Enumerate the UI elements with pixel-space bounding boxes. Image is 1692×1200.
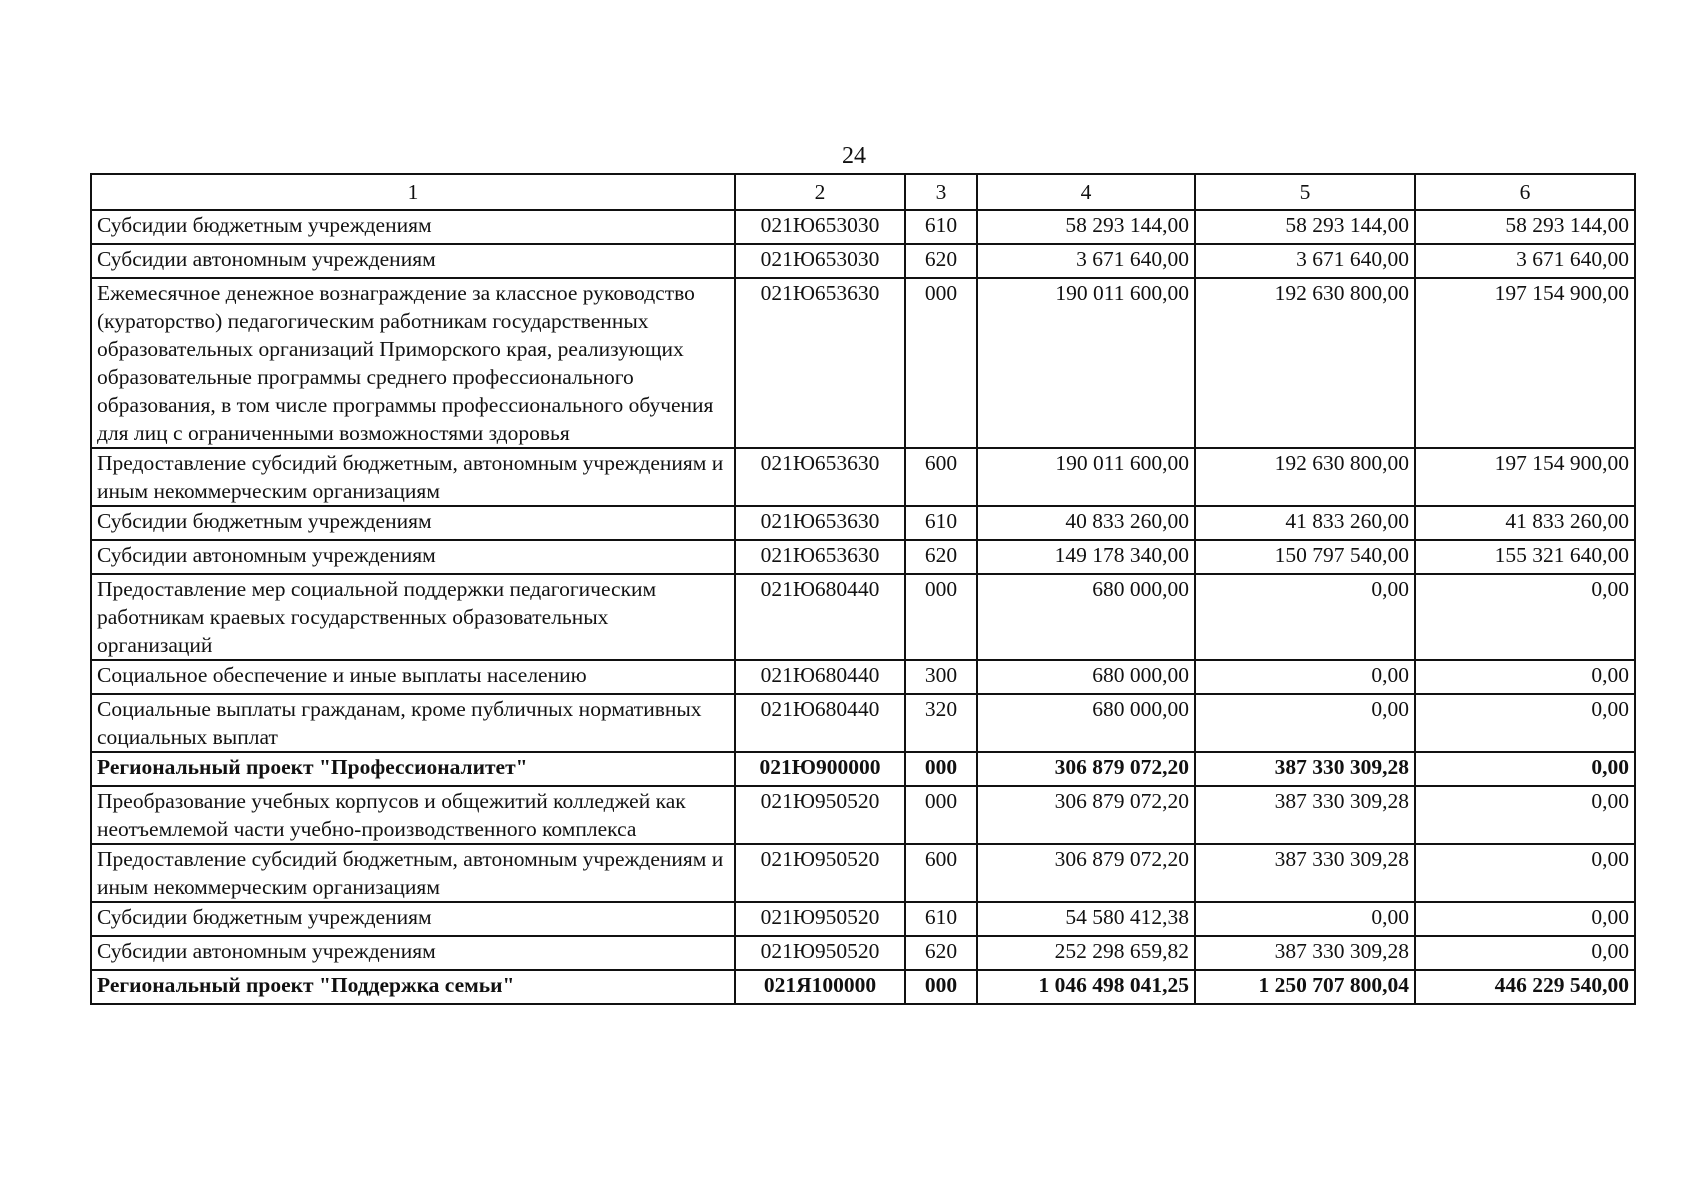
- table-body: [91, 210, 1635, 1004]
- row-amount-col6-cell: 0,00: [1415, 902, 1635, 936]
- table-row: [91, 278, 1635, 448]
- row-code-cell: 021Ю900000: [735, 752, 905, 786]
- header-col-5: 5: [1195, 174, 1415, 210]
- row-name-cell: Предоставление субсидий бюджетным, автономным учреждениям и иным некоммерческим организациям: [91, 448, 735, 506]
- table-row: [91, 844, 1635, 902]
- row-amount-col5-cell: 0,00: [1195, 574, 1415, 660]
- row-code-cell: 021Ю950520: [735, 844, 905, 902]
- row-kind-cell: 600: [905, 448, 977, 506]
- row-amount-col4-cell: 680 000,00: [977, 694, 1195, 752]
- row-amount-col5-cell: 387 330 309,28: [1195, 844, 1415, 902]
- row-name-cell: Предоставление мер социальной поддержки педагогическим работникам краевых государственных образовательных организаций: [91, 574, 735, 660]
- table-row: [91, 574, 1635, 660]
- row-name-cell: Преобразование учебных корпусов и общежитий колледжей как неотъемлемой части учебно-производственного комплекса: [91, 786, 735, 844]
- table-header: [91, 174, 1635, 210]
- row-kind-cell: 000: [905, 574, 977, 660]
- row-amount-col6-cell: 197 154 900,00: [1415, 448, 1635, 506]
- row-amount-col5-cell: 387 330 309,28: [1195, 936, 1415, 970]
- table-row: [91, 244, 1635, 278]
- row-amount-col4-cell: 54 580 412,38: [977, 902, 1195, 936]
- table-row: [91, 210, 1635, 244]
- row-code-cell: 021Ю653630: [735, 540, 905, 574]
- row-amount-col4-cell: 680 000,00: [977, 574, 1195, 660]
- row-code-cell: 021Ю680440: [735, 694, 905, 752]
- row-amount-col4-cell: 190 011 600,00: [977, 448, 1195, 506]
- row-code-cell: 021Ю653630: [735, 278, 905, 448]
- row-amount-col4-cell: 306 879 072,20: [977, 844, 1195, 902]
- row-code-cell: 021Ю653630: [735, 506, 905, 540]
- row-amount-col5-cell: 0,00: [1195, 660, 1415, 694]
- row-amount-col4-cell: 40 833 260,00: [977, 506, 1195, 540]
- row-amount-col5-cell: 58 293 144,00: [1195, 210, 1415, 244]
- row-name-cell: Субсидии автономным учреждениям: [91, 244, 735, 278]
- row-amount-col4-cell: 680 000,00: [977, 660, 1195, 694]
- row-amount-col4-cell: 3 671 640,00: [977, 244, 1195, 278]
- row-name-cell: Субсидии бюджетным учреждениям: [91, 506, 735, 540]
- row-name-cell: Субсидии автономным учреждениям: [91, 936, 735, 970]
- header-col-2: 2: [735, 174, 905, 210]
- header-col-4: 4: [977, 174, 1195, 210]
- row-amount-col5-cell: 1 250 707 800,04: [1195, 970, 1415, 1004]
- table-row: [91, 506, 1635, 540]
- row-amount-col6-cell: 58 293 144,00: [1415, 210, 1635, 244]
- row-name-cell: Региональный проект "Поддержка семьи": [91, 970, 735, 1004]
- row-amount-col4-cell: 1 046 498 041,25: [977, 970, 1195, 1004]
- header-row: [91, 174, 1635, 210]
- row-amount-col6-cell: 0,00: [1415, 574, 1635, 660]
- row-name-cell: Субсидии бюджетным учреждениям: [91, 210, 735, 244]
- row-kind-cell: 610: [905, 506, 977, 540]
- row-name-cell: Социальное обеспечение и иные выплаты населению: [91, 660, 735, 694]
- row-code-cell: 021Ю680440: [735, 574, 905, 660]
- row-amount-col5-cell: 192 630 800,00: [1195, 448, 1415, 506]
- budget-table: [90, 173, 1636, 1005]
- row-amount-col6-cell: 41 833 260,00: [1415, 506, 1635, 540]
- row-kind-cell: 600: [905, 844, 977, 902]
- row-name-cell: Социальные выплаты гражданам, кроме публичных нормативных социальных выплат: [91, 694, 735, 752]
- header-col-3: 3: [905, 174, 977, 210]
- row-kind-cell: 610: [905, 210, 977, 244]
- row-kind-cell: 620: [905, 540, 977, 574]
- row-amount-col6-cell: 197 154 900,00: [1415, 278, 1635, 448]
- row-amount-col6-cell: 446 229 540,00: [1415, 970, 1635, 1004]
- table-row: [91, 448, 1635, 506]
- row-code-cell: 021Я100000: [735, 970, 905, 1004]
- row-amount-col4-cell: 306 879 072,20: [977, 752, 1195, 786]
- row-code-cell: 021Ю653030: [735, 210, 905, 244]
- row-code-cell: 021Ю653630: [735, 448, 905, 506]
- row-code-cell: 021Ю950520: [735, 902, 905, 936]
- row-amount-col4-cell: 58 293 144,00: [977, 210, 1195, 244]
- row-kind-cell: 000: [905, 278, 977, 448]
- row-amount-col6-cell: 0,00: [1415, 694, 1635, 752]
- row-kind-cell: 000: [905, 752, 977, 786]
- row-kind-cell: 620: [905, 936, 977, 970]
- table-row: [91, 694, 1635, 752]
- row-name-cell: Региональный проект "Профессионалитет": [91, 752, 735, 786]
- row-kind-cell: 000: [905, 970, 977, 1004]
- row-amount-col6-cell: 0,00: [1415, 660, 1635, 694]
- row-name-cell: Субсидии бюджетным учреждениям: [91, 902, 735, 936]
- row-name-cell: Субсидии автономным учреждениям: [91, 540, 735, 574]
- row-amount-col4-cell: 252 298 659,82: [977, 936, 1195, 970]
- table-row: [91, 786, 1635, 844]
- row-amount-col6-cell: 0,00: [1415, 786, 1635, 844]
- row-amount-col6-cell: 3 671 640,00: [1415, 244, 1635, 278]
- row-amount-col5-cell: 0,00: [1195, 694, 1415, 752]
- row-amount-col6-cell: 155 321 640,00: [1415, 540, 1635, 574]
- row-amount-col5-cell: 192 630 800,00: [1195, 278, 1415, 448]
- row-amount-col4-cell: 306 879 072,20: [977, 786, 1195, 844]
- table-row: [91, 902, 1635, 936]
- table-row: [91, 970, 1635, 1004]
- row-kind-cell: 000: [905, 786, 977, 844]
- row-kind-cell: 610: [905, 902, 977, 936]
- page-number: 24: [842, 143, 866, 169]
- row-amount-col5-cell: 387 330 309,28: [1195, 752, 1415, 786]
- row-code-cell: 021Ю950520: [735, 936, 905, 970]
- table-row: [91, 540, 1635, 574]
- row-code-cell: 021Ю653030: [735, 244, 905, 278]
- row-amount-col6-cell: 0,00: [1415, 844, 1635, 902]
- row-kind-cell: 320: [905, 694, 977, 752]
- table-row: [91, 936, 1635, 970]
- row-amount-col6-cell: 0,00: [1415, 936, 1635, 970]
- header-col-1: 1: [91, 174, 735, 210]
- row-amount-col5-cell: 387 330 309,28: [1195, 786, 1415, 844]
- row-amount-col5-cell: 3 671 640,00: [1195, 244, 1415, 278]
- row-amount-col5-cell: 41 833 260,00: [1195, 506, 1415, 540]
- table-row: [91, 752, 1635, 786]
- row-code-cell: 021Ю950520: [735, 786, 905, 844]
- row-code-cell: 021Ю680440: [735, 660, 905, 694]
- row-name-cell: Предоставление субсидий бюджетным, автономным учреждениям и иным некоммерческим организациям: [91, 844, 735, 902]
- row-amount-col4-cell: 190 011 600,00: [977, 278, 1195, 448]
- row-name-cell: Ежемесячное денежное вознаграждение за классное руководство (кураторство) педагогическим работникам государственных образовательных организаций Приморского края, реализующих образовательные программы среднего профессионального образования, в том числе программы профессионального обучения для лиц с ограниченными возможностями здоровья: [91, 278, 735, 448]
- row-kind-cell: 620: [905, 244, 977, 278]
- row-amount-col5-cell: 0,00: [1195, 902, 1415, 936]
- row-amount-col6-cell: 0,00: [1415, 752, 1635, 786]
- header-col-6: 6: [1415, 174, 1635, 210]
- row-amount-col4-cell: 149 178 340,00: [977, 540, 1195, 574]
- row-amount-col5-cell: 150 797 540,00: [1195, 540, 1415, 574]
- row-kind-cell: 300: [905, 660, 977, 694]
- table-row: [91, 660, 1635, 694]
